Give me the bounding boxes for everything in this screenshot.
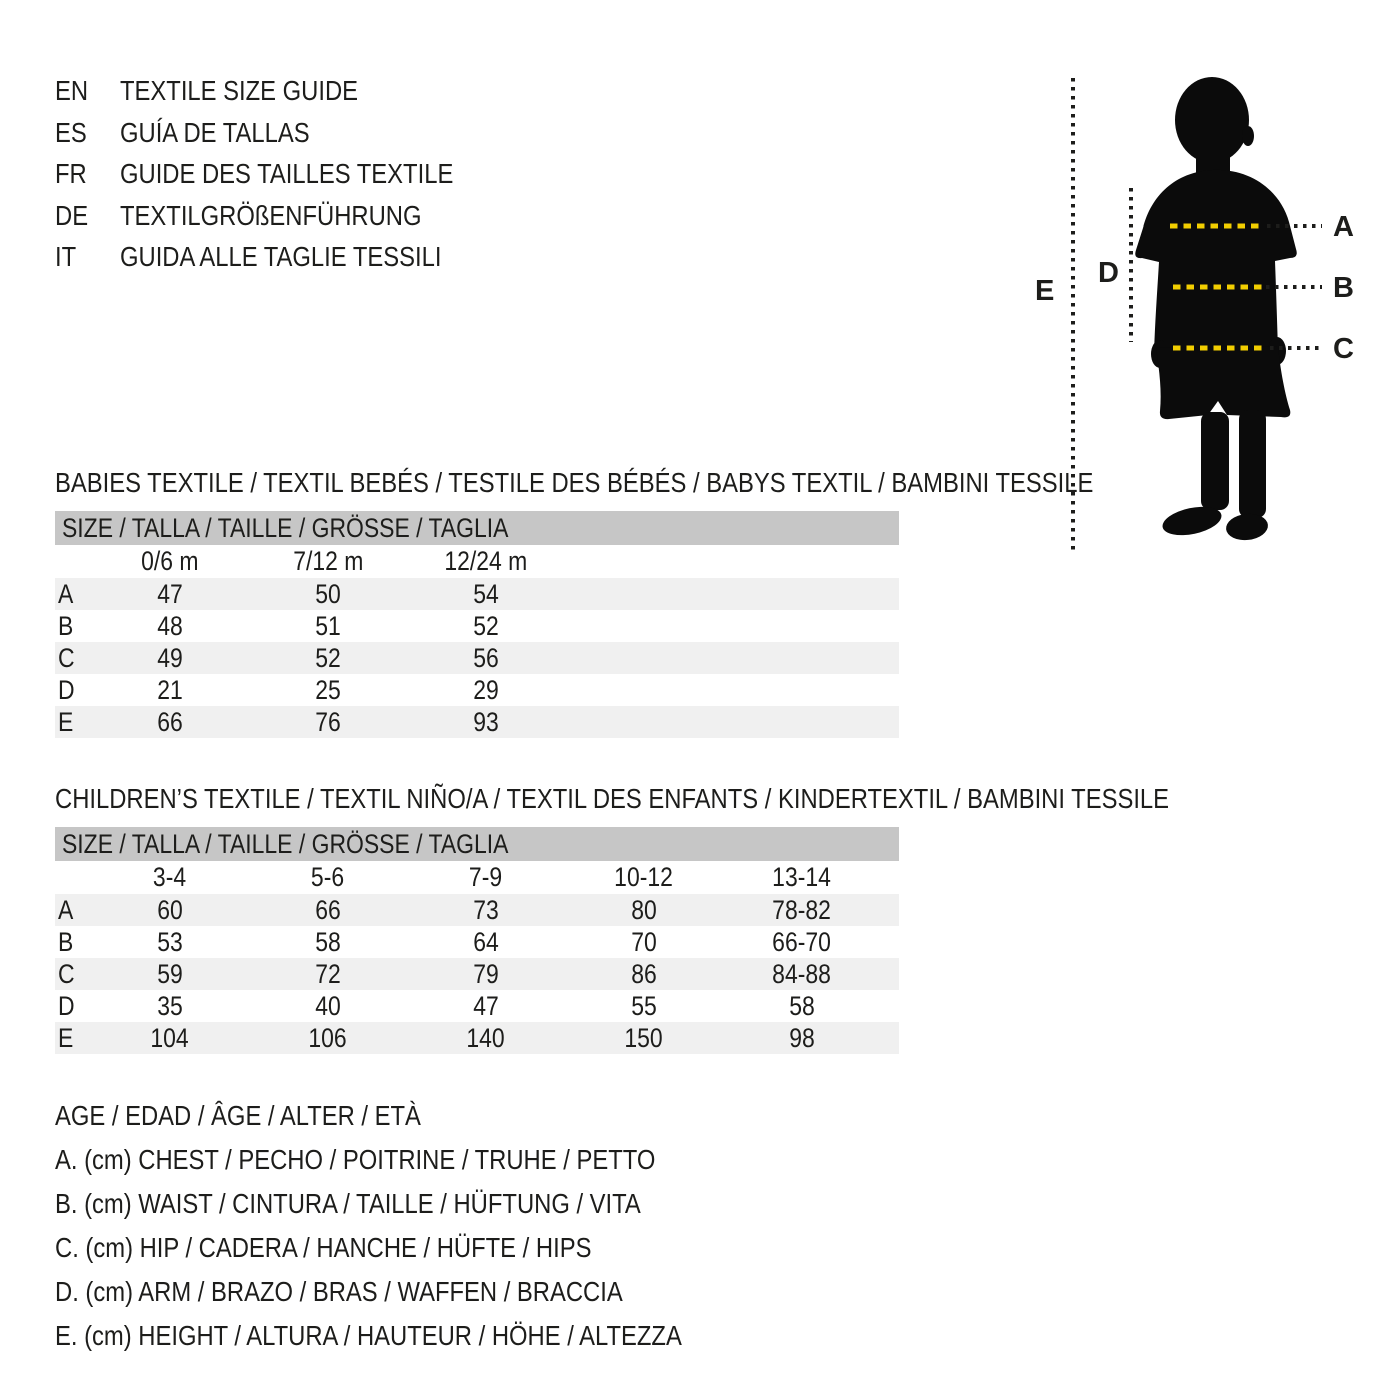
- table-row: D 35 40 47 55 58: [55, 990, 899, 1022]
- babies-column-header-row: [55, 545, 899, 578]
- children-col-header: 10-12: [614, 862, 674, 892]
- table-row: B 53 58 64 70 66-70: [55, 926, 899, 958]
- children-section-heading: CHILDREN’S TEXTILE / TEXTIL NIÑO/A / TEXTIL DES ENFANTS / KINDERTEXTIL / BAMBINI TESSILE: [55, 783, 1170, 814]
- row-label: D: [58, 675, 75, 705]
- row-label: C: [58, 959, 75, 989]
- children-column-header-row: [55, 861, 899, 894]
- table-row: B 48 51 52: [55, 610, 899, 642]
- guide-title-fr: GUIDE DES TAILLES TEXTILE: [120, 158, 454, 189]
- measure-label-c: C: [1333, 333, 1354, 365]
- children-size-table: [55, 827, 899, 1054]
- measure-label-a: A: [1333, 211, 1354, 243]
- table-row: A 47 50 54: [55, 578, 899, 610]
- children-table-header-bar: SIZE / TALLA / TAILLE / GRÖSSE / TAGLIA: [55, 827, 899, 861]
- row-label: C: [58, 643, 75, 673]
- legend-chest-line: A. (cm) CHEST / PECHO / POITRINE / TRUHE / PETTO: [55, 1144, 656, 1175]
- language-code: EN: [55, 75, 89, 106]
- table-row: A 60 66 73 80 78-82: [55, 894, 899, 926]
- row-label: D: [58, 991, 75, 1021]
- guide-title-en: TEXTILE SIZE GUIDE: [120, 75, 359, 106]
- language-code: IT: [55, 241, 77, 272]
- row-label: A: [58, 579, 74, 609]
- measure-label-b: B: [1333, 272, 1354, 304]
- row-label: B: [58, 611, 74, 641]
- babies-size-table: [55, 511, 899, 738]
- guide-title-de: TEXTILGRÖßENFÜHRUNG: [120, 199, 422, 231]
- guide-title-es: GUÍA DE TALLAS: [120, 116, 310, 148]
- legend-age-line: AGE / EDAD / ÂGE / ALTER / ETÀ: [55, 1100, 421, 1131]
- table-row: C 49 52 56: [55, 642, 899, 674]
- babies-table-header-bar: SIZE / TALLA / TAILLE / GRÖSSE / TAGLIA: [55, 511, 899, 545]
- language-code: DE: [55, 199, 89, 231]
- legend-hip-line: C. (cm) HIP / CADERA / HANCHE / HÜFTE / HIPS: [55, 1232, 592, 1263]
- legend-waist-line: B. (cm) WAIST / CINTURA / TAILLE / HÜFTUNG / VITA: [55, 1188, 641, 1219]
- table-row: E 104 106 140 150 98: [55, 1022, 899, 1054]
- legend-height-line: E. (cm) HEIGHT / ALTURA / HAUTEUR / HÖHE / ALTEZZA: [55, 1320, 682, 1351]
- children-col-header: 3-4: [153, 862, 187, 892]
- table-row: E 66 76 93: [55, 706, 899, 738]
- children-col-header: 7-9: [469, 862, 503, 892]
- legend-arm-line: D. (cm) ARM / BRAZO / BRAS / WAFFEN / BRACCIA: [55, 1276, 623, 1307]
- guide-title-it: GUIDA ALLE TAGLIE TESSILI: [120, 241, 442, 272]
- measurement-legend: [55, 1094, 792, 1358]
- babies-col-header: 7/12 m: [292, 546, 364, 576]
- babies-col-header: 0/6 m: [141, 546, 199, 576]
- row-label: E: [58, 1023, 74, 1053]
- table-row: C 59 72 79 86 84-88: [55, 958, 899, 990]
- row-label: B: [58, 927, 74, 957]
- babies-col-header: 12/24 m: [444, 546, 528, 576]
- measure-label-e: E: [1035, 275, 1055, 307]
- language-code: FR: [55, 158, 87, 189]
- table-row: D 21 25 29: [55, 674, 899, 706]
- children-col-header: 13-14: [772, 862, 832, 892]
- measure-label-d: D: [1098, 257, 1119, 289]
- row-label: A: [58, 895, 74, 925]
- row-label: E: [58, 707, 74, 737]
- language-code: ES: [55, 116, 87, 148]
- children-col-header: 5-6: [311, 862, 345, 892]
- babies-section-heading: BABIES TEXTILE / TEXTIL BEBÉS / TESTILE DES BÉBÉS / BABYS TEXTIL / BAMBINI TESSILE: [55, 467, 1094, 498]
